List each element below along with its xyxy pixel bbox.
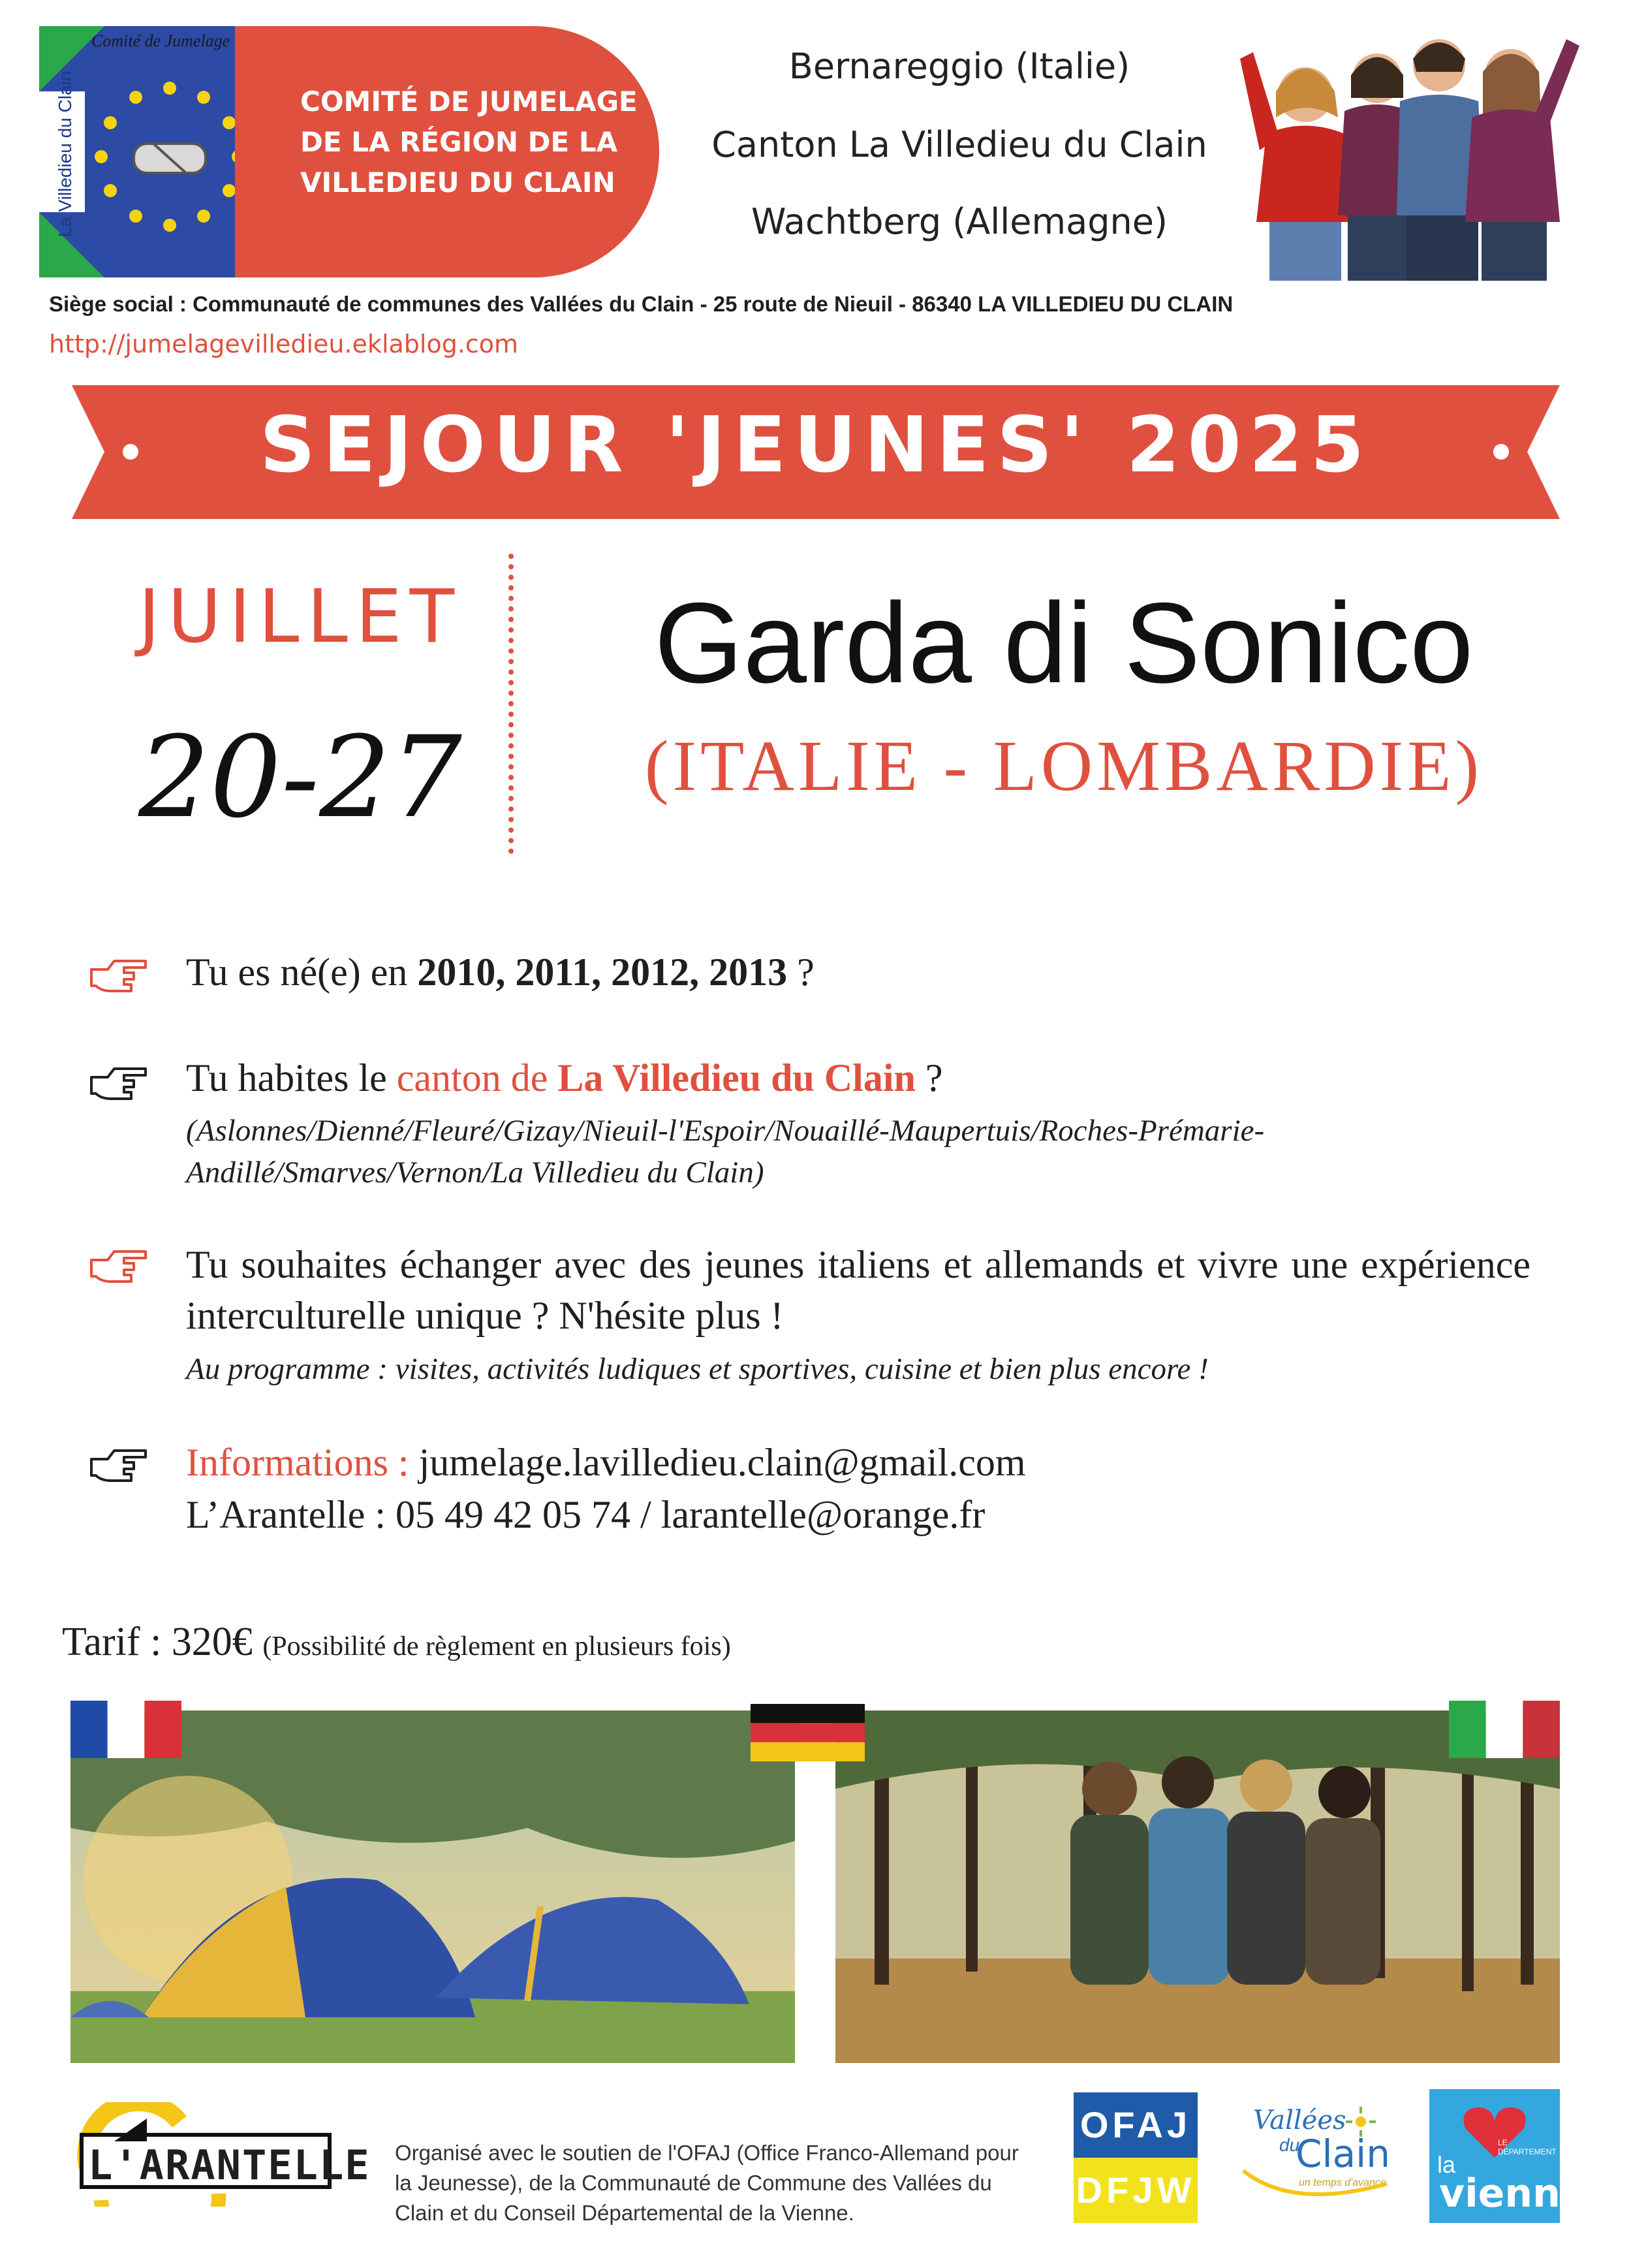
- ofaj-text: OFAJ: [1074, 2092, 1198, 2158]
- logo-side-text: La Villedieu du Clain: [55, 71, 75, 238]
- logo-tag: Comité de Jumelage: [91, 31, 230, 50]
- flag-de: [751, 1704, 865, 1761]
- org-name-line: DE LA RÉGION DE LA: [300, 126, 618, 158]
- arantelle-logo: [75, 2102, 371, 2207]
- tents-photo: [70, 1710, 795, 2063]
- question-text: Tu es né(e) en: [186, 951, 418, 994]
- contact-info: [186, 1436, 1026, 1541]
- flag-fr: [70, 1701, 181, 1758]
- pointing-hand-icon: [88, 1061, 150, 1107]
- city-canton: Canton La Villedieu du Clain: [711, 124, 1207, 165]
- question-text: Tu habites le: [186, 1056, 397, 1099]
- org-name-line: VILLEDIEU DU CLAIN: [300, 166, 615, 198]
- destination-region: (ITALIE - LOMBARDIE): [644, 726, 1483, 806]
- hikers-photo: [835, 1710, 1560, 2063]
- teenagers-photo: [1240, 20, 1579, 281]
- ofaj-logo: [1074, 2092, 1198, 2223]
- destination-place: Garda di Sonico: [654, 580, 1474, 707]
- month: JUILLET: [138, 575, 462, 659]
- banner-title: SEJOUR 'JEUNES' 2025: [260, 400, 1372, 490]
- org-name: [300, 82, 640, 203]
- vallees-du-word: du: [1279, 2135, 1300, 2155]
- flag-it: [1449, 1701, 1560, 1758]
- dfjw-text: DFJW: [1074, 2158, 1198, 2223]
- birth-years-question: [186, 950, 815, 995]
- vienne-logo: [1429, 2089, 1587, 2223]
- days: 20-27: [138, 712, 462, 843]
- question-mark: ?: [787, 951, 815, 994]
- sun-icon: [1344, 2105, 1377, 2138]
- contact-email[interactable]: jumelage.lavilledieu.clain@gmail.com: [418, 1441, 1026, 1484]
- price: [62, 1619, 731, 1665]
- vienne-small-text: LE DÉPARTEMENT: [1498, 2138, 1557, 2156]
- canton-word: canton de: [396, 1056, 558, 1099]
- price-amount: Tarif : 320€: [62, 1620, 263, 1664]
- pointing-hand-icon: [88, 953, 150, 999]
- city-wachtberg: Wachtberg (Allemagne): [751, 201, 1168, 242]
- dotted-divider: [508, 554, 520, 854]
- pointing-hand-icon: [88, 1244, 150, 1289]
- canton-name: La Villedieu du Clain: [557, 1056, 916, 1099]
- arantelle-contact: L’Arantelle : 05 49 42 05 74 / larantelle@orange.fr: [186, 1493, 986, 1536]
- birth-years: 2010, 2011, 2012, 2013: [417, 951, 788, 994]
- vallees-word: Vallées: [1253, 2105, 1346, 2135]
- price-note: (Possibilité de règlement en plusieurs fois): [262, 1631, 731, 1662]
- vallees-clain-word: Clain: [1296, 2132, 1391, 2176]
- info-label: Informations :: [186, 1441, 419, 1484]
- vienne-la-text: la: [1437, 2151, 1456, 2178]
- program-text: Au programme : visites, activités ludiques et sportives, cuisine et bien plus encore !: [186, 1352, 1209, 1386]
- question-mark: ?: [915, 1056, 943, 1099]
- handshake-icon: [134, 144, 206, 173]
- vallees-du-clain-logo: [1240, 2105, 1390, 2203]
- org-name-line: COMITÉ DE JUMELAGE: [300, 86, 638, 118]
- support-statement: Organisé avec le soutien de l'OFAJ (Office Franco-Allemand pour la Jeunesse), de la Communauté de Commune des Vallées du Clain et du Conseil Départemental de la Vienne.: [395, 2141, 1019, 2225]
- canton-question: [186, 1056, 943, 1101]
- headquarters-address: Siège social : Communauté de communes des Vallées du Clain - 25 route de Nieuil - 86340 LA VILLEDIEU DU CLAIN: [49, 292, 1234, 316]
- exchange-invitation: Tu souhaites échanger avec des jeunes italiens et allemands et vivre une expérience interculturelle unique ? N'hésite plus !: [186, 1243, 1530, 1337]
- vallees-tagline: un temps d'avance: [1299, 2177, 1386, 2188]
- website-link[interactable]: http://jumelagevilledieu.eklablog.com: [49, 330, 519, 358]
- communes-list: (Aslonnes/Dienné/Fleuré/Gizay/Nieuil-l'Espoir/Nouaillé-Maupertuis/Roches-Prémarie-Andillé/Smarves/Vernon/La Villedieu du Clain): [186, 1114, 1265, 1189]
- arantelle-logo-text: L'ARANTELLE: [88, 2141, 371, 2189]
- vienne-name-text: vienne: [1439, 2171, 1587, 2216]
- swoosh-icon: [1240, 2164, 1390, 2203]
- city-bernareggio: Bernareggio (Italie): [788, 46, 1130, 87]
- pointing-hand-icon: [88, 1443, 150, 1488]
